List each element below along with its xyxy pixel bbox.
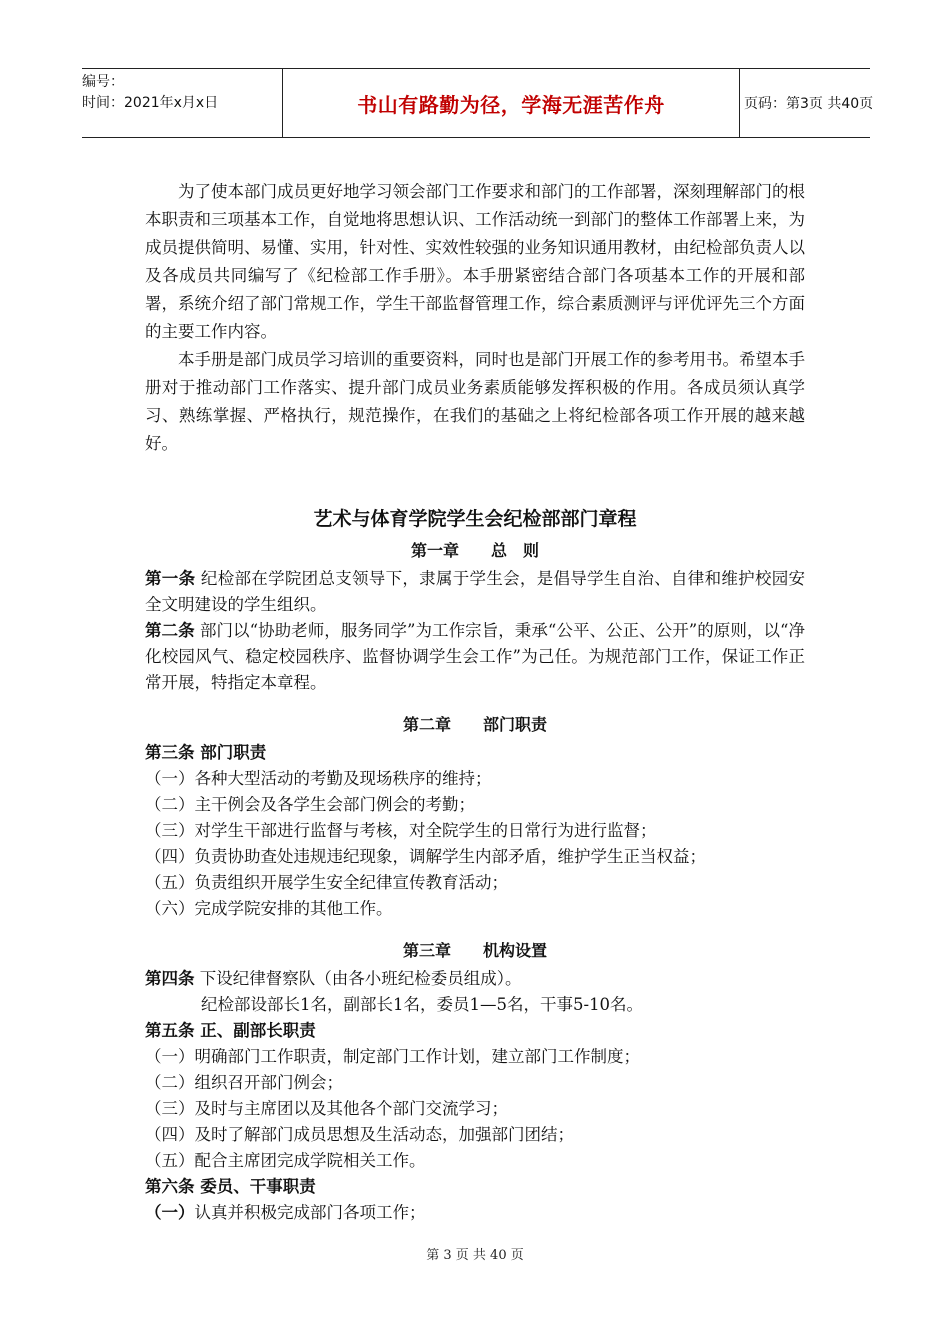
list-item: （五）配合主席团完成学院相关工作。 [145,1151,426,1170]
list-item [145,1200,805,1226]
list-item: （一）明确部门工作职责，制定部门工作计划，建立部门工作制度； [145,1047,640,1066]
document-body [145,178,805,1226]
header-meta [82,69,282,137]
page-footer: 第 3 页 共 40 页 [426,1248,524,1263]
chapter-2-heading [145,710,805,740]
list-item: （三）对学生干部进行监督与考核，对全院学生的日常行为进行监督； [145,821,657,840]
document-number-label: 编号： [82,74,124,90]
document-title: 艺术与体育学院学生会纪检部部门章程 [313,508,637,530]
article-6-label: 第六条 委员、干事职责 [145,1177,316,1196]
article-4-staffing: 纪检部设部长1名，副部长1名，委员1—5名，干事5-10名。 [201,995,644,1014]
list-item: （二）组织召开部门例会； [145,1073,343,1092]
article-3 [145,740,805,766]
chapter-1-heading [145,536,805,566]
article-2 [145,618,805,696]
list-item: （六）完成学院安排的其他工作。 [145,899,393,918]
article-4-label: 第四条 [145,969,195,988]
list-item: （四）及时了解部门成员思想及生活动态，加强部门团结； [145,1125,574,1144]
list-item-number: （一） [145,1203,195,1222]
intro-paragraph-1: 为了使本部门成员更好地学习领会部门工作要求和部门的工作部署，深刻理解部门的根本职责和三项基本工作，自觉地将思想认识、工作活动统一到部门的整体工作部署上来，为成员提供简明、易懂、实用，针对性、实效性较强的业务知识通用教材，由纪检部负责人以及各成员共同编写了《纪检部工作手册》。本手册紧密结合部门各项基本工作的开展和部署，系统介绍了部门常规工作，学生干部监督管理工作，综合素质测评与评优评先三个方面的主要工作内容。 [145,182,805,341]
list-item: （五）负责组织开展学生安全纪律宣传教育活动； [145,873,508,892]
chapter-1-title: 总 则 [491,541,540,560]
article-1 [145,566,805,618]
article-2-label: 第二条 [145,621,195,640]
list-item: （二）主干例会及各学生会部门例会的考勤； [145,795,475,814]
chapter-3-title: 机构设置 [483,941,548,960]
article-2-text: 部门以“协助老师，服务同学”为工作宗旨，秉承“公平、公正、公开”的原则，以“净化校园风气、稳定校园秩序、监督协调学生会工作”为己任。为规范部门工作，保证工作正常开展，特指定本章程。 [145,621,805,692]
article-6 [145,1174,805,1200]
article-5 [145,1018,805,1044]
header-motto-cell [282,69,740,137]
list-item-text: 认真并积极完成部门各项工作； [194,1203,426,1222]
chapter-2-title: 部门职责 [483,715,548,734]
article-4 [145,966,805,992]
chapter-1-number: 第一章 [410,541,459,560]
chapter-3-heading [145,936,805,966]
chapter-3-number: 第三章 [402,941,451,960]
header-motto: 书山有路勤为径，学海无涯苦作舟 [357,92,665,117]
article-1-text: 纪检部在学院团总支领导下，隶属于学生会，是倡导学生自治、自律和维护校园安全文明建设的学生组织。 [145,569,806,614]
article-5-label: 第五条 正、副部长职责 [145,1021,316,1040]
list-item: （三）及时与主席团以及其他各个部门交流学习； [145,1099,508,1118]
chapter-2-number: 第二章 [402,715,451,734]
document-time-label: 时间：2021年x月x日 [82,95,219,111]
article-4-text: 下设纪律督察队（由各小班纪检委员组成）。 [199,969,522,988]
article-1-label: 第一条 [145,569,196,588]
header-page-number: 页码：第3页 共40页 [744,96,874,112]
page-header [82,68,874,138]
intro-paragraph-2: 本手册是部门成员学习培训的重要资料，同时也是部门开展工作的参考用书。希望本手册对于推动部门工作落实、提升部门成员业务素质能够发挥积极的作用。各成员须认真学习、熟练掌握、严格执行，规范操作，在我们的基础之上将纪检部各项工作开展的越来越好。 [145,350,805,453]
header-page-cell [738,69,874,137]
list-item: （四）负责协助查处违规违纪现象，调解学生内部矛盾，维护学生正当权益； [145,847,706,866]
article-3-label: 第三条 部门职责 [145,743,267,762]
list-item: （一）各种大型活动的考勤及现场秩序的维持； [145,769,492,788]
